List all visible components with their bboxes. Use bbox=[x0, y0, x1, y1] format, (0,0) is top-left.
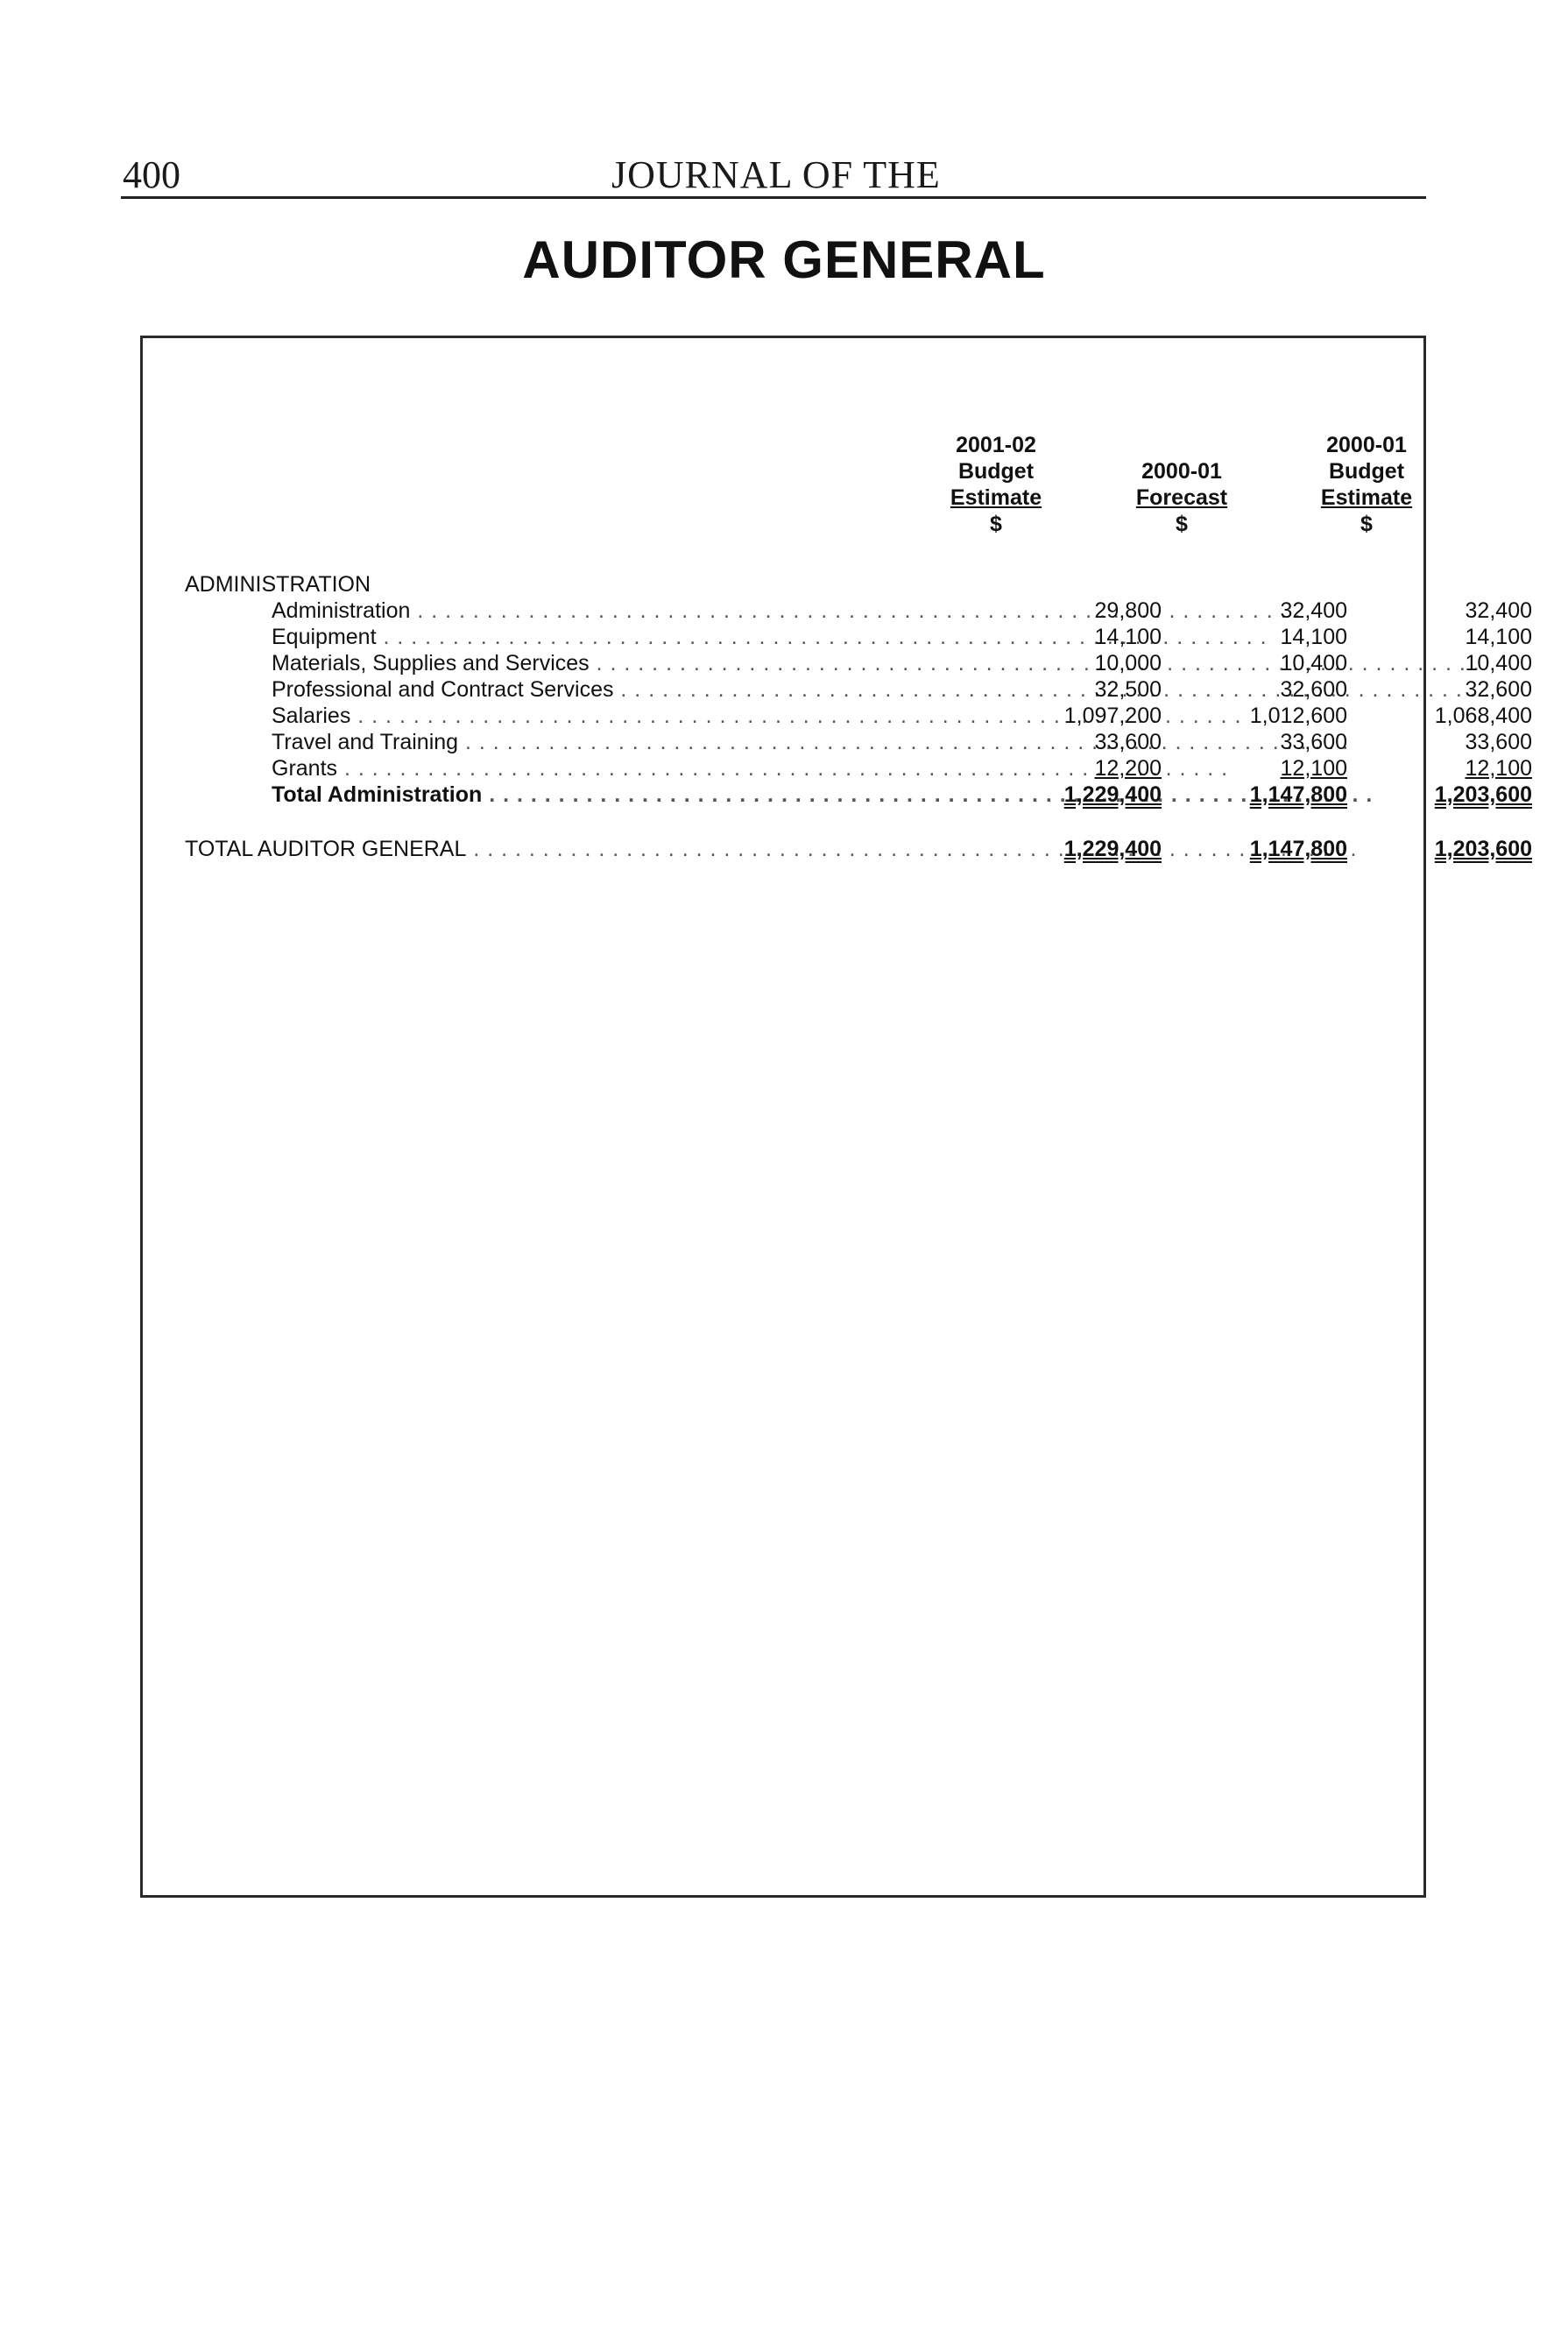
row-value-2000-01: 32,600 bbox=[1465, 677, 1532, 702]
row-label: Equipment . . . bbox=[272, 625, 971, 651]
table-row bbox=[143, 625, 1532, 651]
estimates-table-frame bbox=[140, 336, 1532, 1898]
row-value-forecast: 32,400 bbox=[1280, 598, 1347, 623]
row-value-2001-02: 14,100 bbox=[1094, 625, 1162, 649]
section-title: AUDITOR GENERAL bbox=[522, 230, 1046, 289]
column-header-unit: $ bbox=[1360, 512, 1373, 536]
row-value-forecast: 32,600 bbox=[1280, 677, 1347, 702]
row-value-2001-02: 12,200 bbox=[1094, 756, 1162, 781]
row-label: Travel and Training . . . bbox=[272, 730, 971, 756]
grand-total-value-forecast: 1,147,800 bbox=[1249, 837, 1347, 861]
row-value-forecast: 14,100 bbox=[1280, 625, 1347, 649]
column-header-line: Estimate bbox=[1320, 485, 1413, 510]
column-header-2000-01-budget-estimate bbox=[1270, 432, 1463, 537]
column-header-line: 2001-02 bbox=[956, 433, 1036, 457]
subtotal-value-forecast: 1,147,800 bbox=[1249, 782, 1347, 807]
grand-total-label: TOTAL AUDITOR GENERAL . . . bbox=[185, 837, 971, 863]
column-header-line: Budget bbox=[1328, 459, 1405, 484]
table-row bbox=[143, 730, 1532, 756]
grand-total-row bbox=[143, 837, 1532, 863]
row-value-forecast: 10,400 bbox=[1280, 651, 1347, 675]
column-header-unit: $ bbox=[990, 512, 1002, 536]
column-header-2001-02-budget-estimate bbox=[900, 432, 1092, 537]
row-value-2000-01: 12,100 bbox=[1465, 756, 1532, 781]
column-header-line: 2000-01 bbox=[1326, 433, 1407, 457]
column-header-unit: $ bbox=[1176, 512, 1188, 536]
row-label: Materials, Supplies and Services . . . bbox=[272, 651, 971, 677]
subtotal-label: Total Administration . . . bbox=[272, 782, 971, 809]
grand-total-value-2001-02: 1,229,400 bbox=[1063, 837, 1162, 861]
subtotal-value-2000-01: 1,203,600 bbox=[1434, 782, 1532, 807]
table-row bbox=[143, 756, 1532, 782]
table-row bbox=[143, 704, 1532, 730]
row-label: Administration . . . bbox=[272, 598, 971, 625]
row-label: Grants . . . bbox=[272, 756, 971, 782]
column-header-line: Estimate bbox=[950, 485, 1042, 510]
page-number: 400 bbox=[123, 153, 180, 196]
row-value-forecast: 1,012,600 bbox=[1249, 704, 1347, 728]
subtotal-value-2001-02: 1,229,400 bbox=[1063, 782, 1162, 807]
row-value-2000-01: 1,068,400 bbox=[1434, 704, 1532, 728]
section-heading-administration: ADMINISTRATION bbox=[185, 572, 371, 597]
column-header-2000-01-forecast bbox=[1085, 458, 1278, 537]
journal-title: JOURNAL OF THE bbox=[611, 153, 941, 196]
row-value-2001-02: 32,500 bbox=[1094, 677, 1162, 702]
row-value-2001-02: 1,097,200 bbox=[1063, 704, 1162, 728]
row-label: Professional and Contract Services . . . bbox=[272, 677, 971, 704]
running-header bbox=[121, 149, 1426, 199]
row-value-2000-01: 32,400 bbox=[1465, 598, 1532, 623]
table-row bbox=[143, 598, 1532, 625]
row-value-2001-02: 29,800 bbox=[1094, 598, 1162, 623]
row-value-forecast: 33,600 bbox=[1280, 730, 1347, 754]
row-value-2000-01: 14,100 bbox=[1465, 625, 1532, 649]
column-header-line: Budget bbox=[957, 459, 1035, 484]
row-label: Salaries . . . bbox=[272, 704, 971, 730]
column-header-line: Forecast bbox=[1135, 485, 1228, 510]
row-value-2001-02: 10,000 bbox=[1094, 651, 1162, 675]
table-row bbox=[143, 651, 1532, 677]
subtotal-row bbox=[143, 782, 1532, 809]
row-value-2000-01: 33,600 bbox=[1465, 730, 1532, 754]
row-value-2000-01: 10,400 bbox=[1465, 651, 1532, 675]
table-row bbox=[143, 677, 1532, 704]
row-value-2001-02: 33,600 bbox=[1094, 730, 1162, 754]
row-value-forecast: 12,100 bbox=[1280, 756, 1347, 781]
column-header-line: 2000-01 bbox=[1141, 459, 1222, 484]
grand-total-value-2000-01: 1,203,600 bbox=[1434, 837, 1532, 861]
